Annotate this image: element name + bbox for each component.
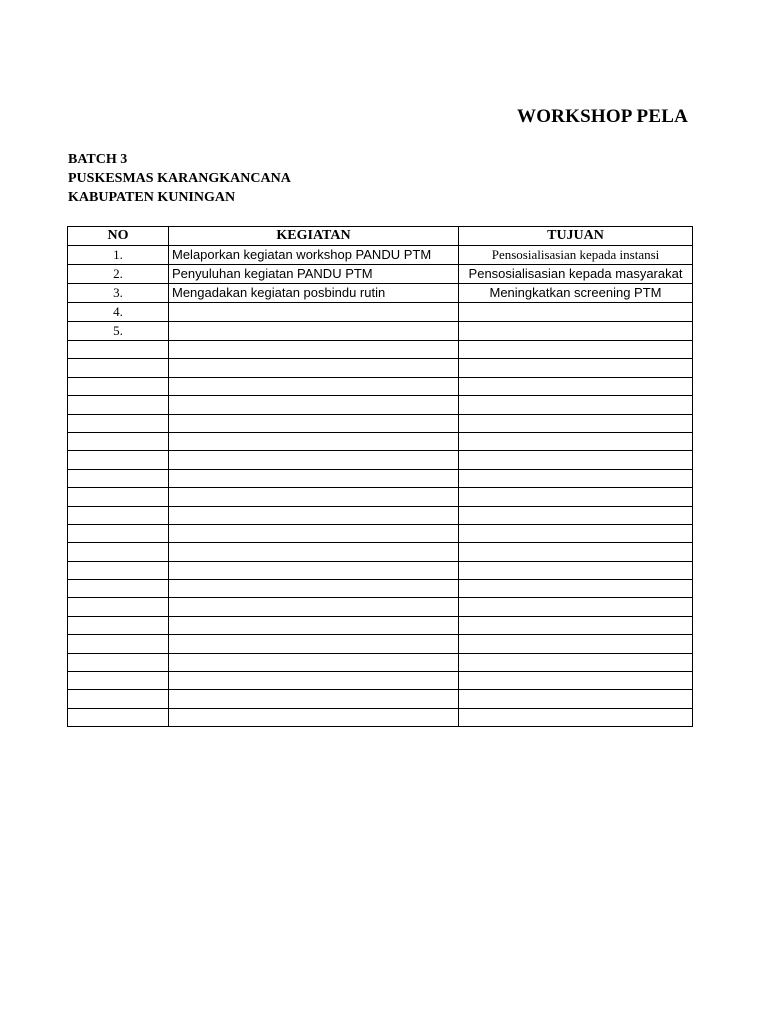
table-row <box>68 561 693 579</box>
activity-table <box>67 226 693 727</box>
cell-no <box>68 359 169 377</box>
cell-no <box>68 635 169 653</box>
table-row <box>68 653 693 671</box>
cell-no <box>68 469 169 487</box>
cell-kegiatan <box>169 506 459 524</box>
puskesmas-label: PUSKESMAS KARANGKANCANA <box>68 171 291 186</box>
table-body <box>68 246 693 727</box>
cell-tujuan <box>459 377 693 395</box>
cell-no <box>68 414 169 432</box>
cell-kegiatan <box>169 616 459 634</box>
table-header-row <box>68 227 693 246</box>
table-row <box>68 635 693 653</box>
kabupaten-label: KABUPATEN KUNINGAN <box>68 190 236 205</box>
cell-tujuan <box>459 359 693 377</box>
table-row <box>68 284 693 303</box>
cell-kegiatan <box>169 598 459 616</box>
cell-tujuan <box>459 524 693 542</box>
cell-tujuan: Pensosialisasian kepada masyarakat <box>459 265 693 284</box>
table-row <box>68 469 693 487</box>
table-row <box>68 524 693 542</box>
header-kegiatan: KEGIATAN <box>169 227 459 246</box>
table-row <box>68 616 693 634</box>
cell-no <box>68 451 169 469</box>
cell-no <box>68 488 169 506</box>
cell-no: 5. <box>68 322 169 341</box>
table-row <box>68 451 693 469</box>
header-tujuan: TUJUAN <box>459 227 693 246</box>
cell-kegiatan <box>169 580 459 598</box>
page-title: WORKSHOP PELA <box>517 106 688 127</box>
cell-no: 2. <box>68 265 169 284</box>
header-no: NO <box>68 227 169 246</box>
cell-tujuan <box>459 396 693 414</box>
cell-tujuan <box>459 708 693 726</box>
cell-no: 1. <box>68 246 169 265</box>
table-row <box>68 359 693 377</box>
cell-tujuan <box>459 543 693 561</box>
cell-no <box>68 341 169 359</box>
cell-tujuan <box>459 451 693 469</box>
cell-tujuan <box>459 341 693 359</box>
cell-kegiatan <box>169 635 459 653</box>
cell-no <box>68 396 169 414</box>
cell-tujuan <box>459 653 693 671</box>
cell-no <box>68 432 169 450</box>
cell-tujuan <box>459 414 693 432</box>
cell-kegiatan: Penyuluhan kegiatan PANDU PTM <box>169 265 459 284</box>
cell-no <box>68 377 169 395</box>
cell-tujuan <box>459 672 693 690</box>
cell-kegiatan <box>169 359 459 377</box>
cell-no <box>68 708 169 726</box>
cell-kegiatan <box>169 341 459 359</box>
table-row <box>68 303 693 322</box>
cell-tujuan <box>459 506 693 524</box>
cell-tujuan <box>459 580 693 598</box>
cell-kegiatan <box>169 469 459 487</box>
cell-kegiatan <box>169 708 459 726</box>
document-info <box>68 150 291 207</box>
cell-kegiatan <box>169 543 459 561</box>
cell-no <box>68 672 169 690</box>
cell-no <box>68 616 169 634</box>
batch-label: BATCH 3 <box>68 152 128 167</box>
cell-tujuan <box>459 322 693 341</box>
table-row <box>68 543 693 561</box>
cell-tujuan <box>459 561 693 579</box>
cell-kegiatan <box>169 322 459 341</box>
cell-kegiatan <box>169 377 459 395</box>
table-row <box>68 506 693 524</box>
cell-no: 3. <box>68 284 169 303</box>
cell-tujuan <box>459 303 693 322</box>
cell-kegiatan: Melaporkan kegiatan workshop PANDU PTM <box>169 246 459 265</box>
table-row <box>68 322 693 341</box>
cell-no <box>68 524 169 542</box>
table-row <box>68 265 693 284</box>
cell-tujuan <box>459 432 693 450</box>
table-row <box>68 488 693 506</box>
cell-kegiatan <box>169 672 459 690</box>
table-row <box>68 341 693 359</box>
cell-kegiatan <box>169 561 459 579</box>
cell-no <box>68 580 169 598</box>
table-row <box>68 598 693 616</box>
table-row <box>68 246 693 265</box>
cell-kegiatan <box>169 414 459 432</box>
cell-no: 4. <box>68 303 169 322</box>
cell-no <box>68 690 169 708</box>
table-row <box>68 377 693 395</box>
table-row <box>68 690 693 708</box>
cell-tujuan <box>459 469 693 487</box>
cell-tujuan: Pensosialisasian kepada instansi <box>459 246 693 265</box>
cell-tujuan <box>459 616 693 634</box>
cell-kegiatan <box>169 653 459 671</box>
cell-tujuan <box>459 598 693 616</box>
cell-no <box>68 506 169 524</box>
table-row <box>68 672 693 690</box>
cell-no <box>68 653 169 671</box>
cell-kegiatan <box>169 488 459 506</box>
cell-kegiatan <box>169 432 459 450</box>
cell-tujuan <box>459 690 693 708</box>
table-row <box>68 708 693 726</box>
cell-kegiatan <box>169 451 459 469</box>
cell-tujuan <box>459 635 693 653</box>
table-row <box>68 396 693 414</box>
cell-tujuan <box>459 488 693 506</box>
cell-kegiatan <box>169 690 459 708</box>
cell-no <box>68 543 169 561</box>
cell-no <box>68 598 169 616</box>
cell-no <box>68 561 169 579</box>
cell-tujuan: Meningkatkan screening PTM <box>459 284 693 303</box>
table-row <box>68 432 693 450</box>
table-row <box>68 414 693 432</box>
cell-kegiatan <box>169 396 459 414</box>
cell-kegiatan: Mengadakan kegiatan posbindu rutin <box>169 284 459 303</box>
cell-kegiatan <box>169 303 459 322</box>
cell-kegiatan <box>169 524 459 542</box>
table-row <box>68 580 693 598</box>
